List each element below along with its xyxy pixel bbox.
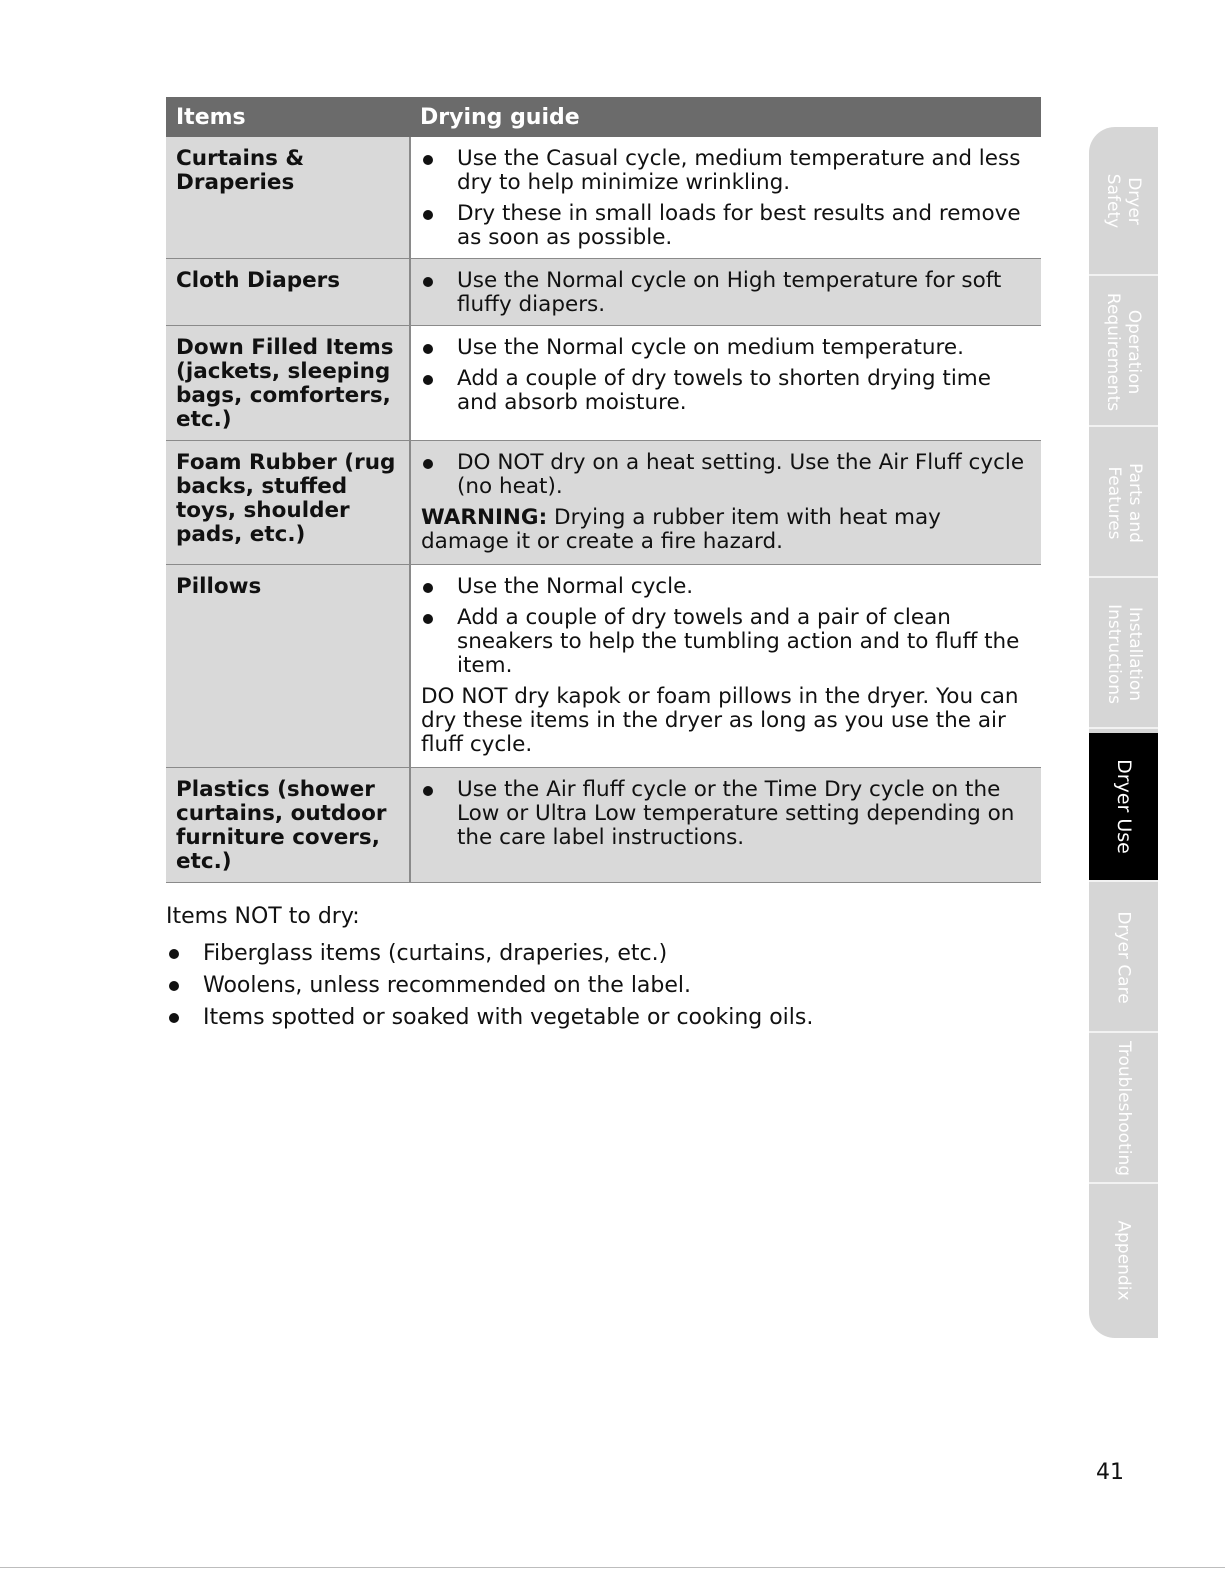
- tab-label: Installation Instructions: [1103, 603, 1145, 704]
- drying-guide-table: [166, 97, 1041, 883]
- table-row: [166, 259, 1041, 326]
- guide-bullet: Add a couple of dry towels and a pair of clean sneakers to help the tumbling action and to fluff the item.: [421, 606, 1031, 678]
- tab-operation-requirements[interactable]: [1089, 278, 1158, 427]
- table-row: [166, 768, 1041, 883]
- section-tabs: [1089, 127, 1158, 1338]
- tab-dryer-use[interactable]: [1089, 733, 1158, 882]
- tab-appendix[interactable]: [1089, 1186, 1158, 1335]
- pillow-note: DO NOT dry kapok or foam pillows in the dryer. You can dry these items in the dryer as long as you use the air fluff cycle.: [421, 684, 1019, 757]
- not-to-dry-heading: Items NOT to dry:: [166, 904, 360, 929]
- item-name: Plastics (shower curtains, outdoor furniture covers, etc.): [166, 768, 410, 883]
- tab-label: Dryer Care: [1114, 911, 1135, 1004]
- guide-bullet: Use the Normal cycle on medium temperature.: [421, 336, 1031, 360]
- guide-bullet: DO NOT dry on a heat setting. Use the Air Fluff cycle (no heat).: [421, 451, 1031, 499]
- page-number: 41: [1096, 1460, 1124, 1485]
- tab-label: Parts and Features: [1103, 462, 1145, 543]
- list-item: Woolens, unless recommended on the label.: [166, 972, 1026, 1000]
- guide-bullet: Use the Air fluff cycle or the Time Dry cycle on the Low or Ultra Low temperature setting depending on the care label instructions.: [421, 778, 1031, 850]
- table-row: [166, 137, 1041, 259]
- item-name: Cloth Diapers: [166, 259, 410, 326]
- tab-label: Dryer Use: [1113, 759, 1136, 854]
- item-name: Down Filled Items (jackets, sleeping bags, comforters, etc.): [166, 326, 410, 441]
- warning-note: [421, 506, 1031, 554]
- list-item: Items spotted or soaked with vegetable or cooking oils.: [166, 1004, 1026, 1032]
- item-name: Pillows: [166, 565, 410, 768]
- guide-cell: [410, 441, 1041, 565]
- table-header-row: [166, 97, 1041, 137]
- item-name: Curtains & Draperies: [166, 137, 410, 259]
- table-row: [166, 326, 1041, 441]
- guide-bullet: Use the Normal cycle on High temperature for soft fluffy diapers.: [421, 269, 1031, 317]
- tab-label: Dryer Safety: [1103, 173, 1145, 228]
- not-to-dry-list: [166, 940, 1026, 1036]
- guide-bullet: Use the Casual cycle, medium temperature and less dry to help minimize wrinkling.: [421, 147, 1031, 195]
- tab-parts-and-features[interactable]: [1089, 429, 1158, 578]
- bottom-divider: [0, 1567, 1225, 1568]
- tab-dryer-safety[interactable]: [1089, 127, 1158, 276]
- warning-text: Drying a rubber item with heat may damage it or create a fire hazard.: [421, 505, 941, 554]
- guide-cell: [410, 565, 1041, 768]
- tab-troubleshooting[interactable]: [1089, 1035, 1158, 1184]
- guide-bullet: Dry these in small loads for best results and remove as soon as possible.: [421, 202, 1031, 250]
- warning-label: WARNING:: [421, 505, 548, 530]
- table-row: [166, 441, 1041, 565]
- list-item: Fiberglass items (curtains, draperies, etc.): [166, 940, 1026, 968]
- guide-cell: [410, 768, 1041, 883]
- header-drying-guide: Drying guide: [410, 97, 1041, 137]
- header-items: Items: [166, 97, 410, 137]
- tab-dryer-care[interactable]: [1089, 884, 1158, 1033]
- guide-bullet: Use the Normal cycle.: [421, 575, 1031, 599]
- guide-cell: [410, 326, 1041, 441]
- item-name: Foam Rubber (rug backs, stuffed toys, shoulder pads, etc.): [166, 441, 410, 565]
- tab-label: Troubleshooting: [1114, 1040, 1135, 1177]
- guide-cell: [410, 259, 1041, 326]
- guide-bullet: Add a couple of dry towels to shorten drying time and absorb moisture.: [421, 367, 1031, 415]
- tab-installation-instructions[interactable]: [1089, 580, 1158, 729]
- guide-cell: [410, 137, 1041, 259]
- tab-label: Operation Requirements: [1103, 292, 1145, 411]
- tab-label: Appendix: [1114, 1220, 1134, 1301]
- table-row: [166, 565, 1041, 768]
